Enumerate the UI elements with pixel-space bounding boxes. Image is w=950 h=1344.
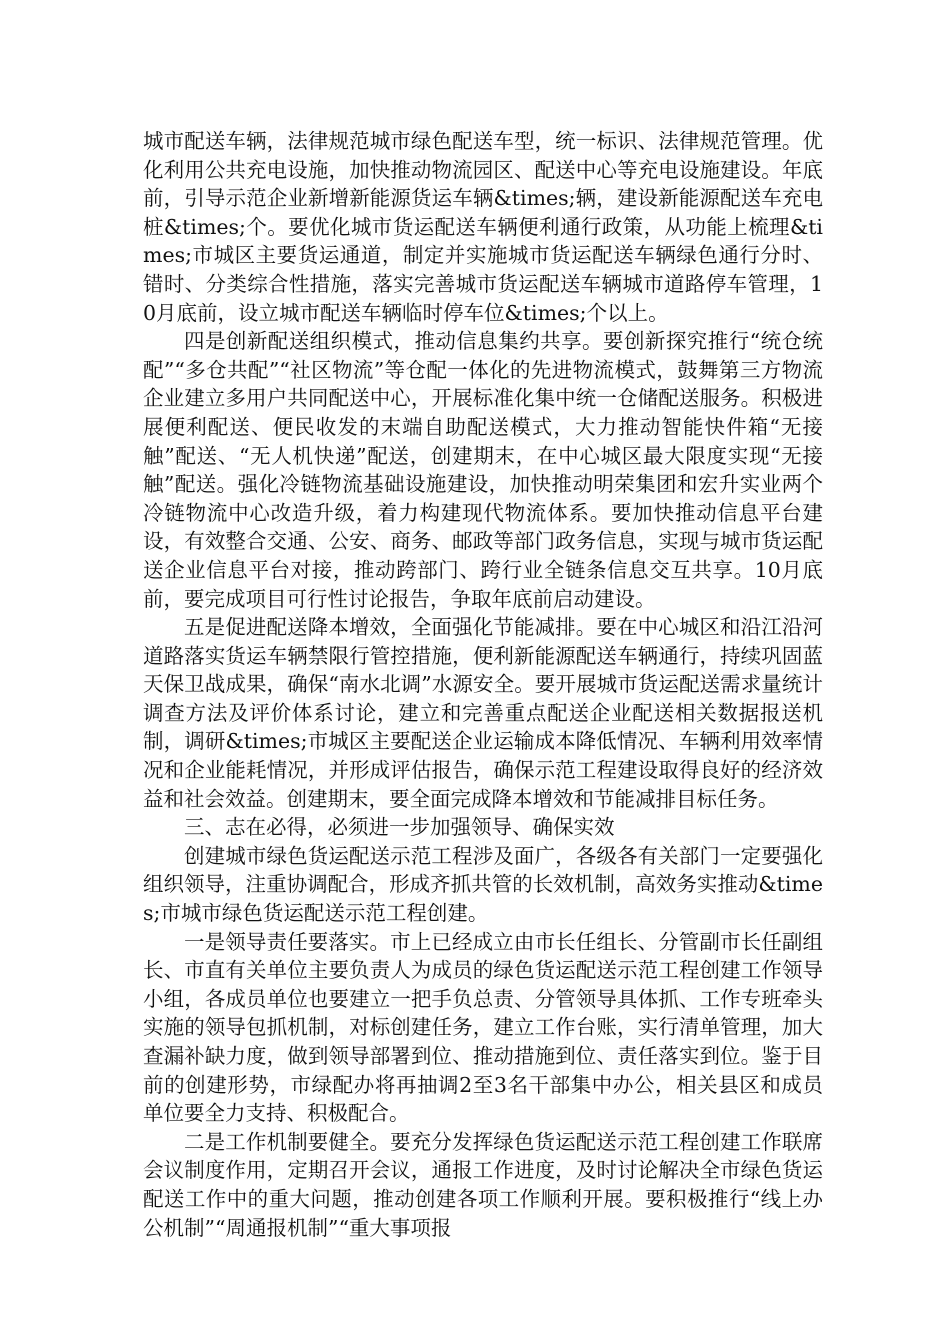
paragraph-delivery-vehicles: 城市配送车辆，法律规范城市绿色配送车型，统一标识、法律规范管理。优化利用公共充电设施，加快推动物流园区、配送中心等充电设施建设。年底前，引导示范企业新增新能源货运车辆&times;辆，建设新能源配送车充电桩&times;个。要优化城市货运配送车辆便利通行政策，从功能上梳理&times;市城区主要货运通道，制定并实施城市货运配送车辆绿色通行分时、错时、分类综合性措施，落实完善城市货运配送车辆城市道路停车管理，10月底前，设立城市配送车辆临时停车位&times;个以上。 bbox=[143, 129, 823, 325]
paragraph-point-four: 四是创新配送组织模式，推动信息集约共享。要创新探究推行“统仓统配”“多仓共配”“社区物流”等仓配一体化的先进物流模式，鼓舞第三方物流企业建立多用户共同配送中心，开展标准化集中统一仓储配送服务。积极进展便利配送、便民收发的末端自助配送模式，大力推动智能快件箱“无接触”配送、“无人机快递”配送，创建期末，在中心城区最大限度实现“无接触”配送。强化冷链物流基础设施建设，加快推动明荣集团和宏升实业两个冷链物流中心改造升级，着力构建现代物流体系。要加快推动信息平台建设，有效整合交通、公安、商务、邮政等部门政务信息，实现与城市货运配送企业信息平台对接，推动跨部门、跨行业全链条信息交互共享。10月底前，要完成项目可行性讨论报告，争取年底前启动建设。 bbox=[143, 329, 823, 611]
paragraph-point-two: 二是工作机制要健全。要充分发挥绿色货运配送示范工程创建工作联席会议制度作用，定期召开会议，通报工作进度，及时讨论解决全市绿色货运配送工作中的重大问题，推动创建各项工作顺利开展。要积极推行“线上办公机制”“周通报机制”“重大事项报 bbox=[143, 1129, 823, 1240]
paragraph-point-one: 一是领导责任要落实。市上已经成立由市长任组长、分管副市长任副组长、市直有关单位主要负责人为成员的绿色货运配送示范工程创建工作领导小组，各成员单位也要建立一把手负总责、分管领导具体抓、工作专班牵头实施的领导包抓机制，对标创建任务，建立工作台账，实行清单管理，加大查漏补缺力度，做到领导部署到位、推动措施到位、责任落实到位。鉴于目前的创建形势，市绿配办将再抽调2至3名干部集中办公，相关县区和成员单位要全力支持、积极配合。 bbox=[143, 929, 823, 1126]
paragraph-section-intro: 创建城市绿色货运配送示范工程涉及面广，各级各有关部门一定要强化组织领导，注重协调配合，形成齐抓共管的长效机制，高效务实推动&times;市城市绿色货运配送示范工程创建。 bbox=[143, 843, 823, 926]
document-body bbox=[143, 127, 823, 1242]
section-heading-three: 三、志在必得，必须进一步加强领导、确保实效 bbox=[184, 815, 615, 840]
paragraph-point-five: 五是促进配送降本增效，全面强化节能减排。要在中心城区和沿江沿河道路落实货运车辆禁限行管控措施，便利新能源配送车辆通行，持续巩固蓝天保卫战成果，确保“南水北调”水源安全。要开展城市货运配送需求量统计调查方法及评价体系讨论，建立和完善重点配送企业配送相关数据报送机制，调研&times;市城区主要配送企业运输成本降低情况、车辆利用效率情况和企业能耗情况，并形成评估报告，确保示范工程建设取得良好的经济效益和社会效益。创建期末，要全面完成降本增效和节能减排目标任务。 bbox=[143, 615, 823, 811]
